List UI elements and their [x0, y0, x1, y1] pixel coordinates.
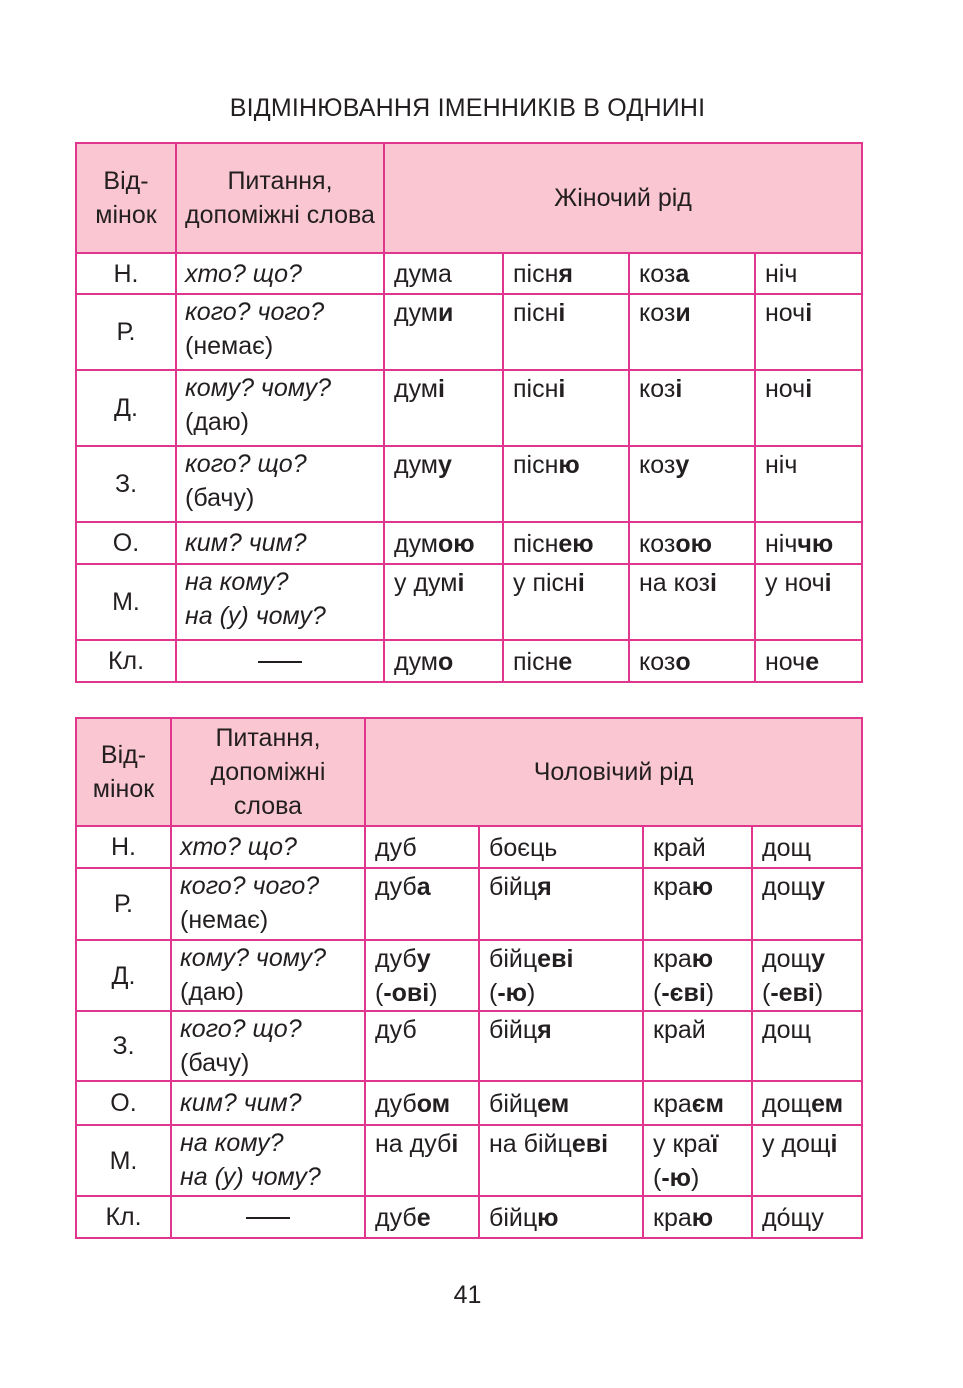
form-cell: [755, 446, 862, 522]
case-label: З.: [76, 446, 176, 522]
helper-word: (немає): [180, 906, 269, 934]
noun-form: дума: [394, 260, 452, 288]
question-cell: [176, 253, 384, 294]
question-cell: [176, 446, 384, 522]
form-cell: [752, 868, 862, 940]
noun-form: думою: [394, 529, 475, 558]
noun-form: дубе: [375, 1203, 431, 1232]
form-cell: [479, 940, 643, 1011]
form-cell: [384, 564, 503, 640]
form-cell: [384, 294, 503, 370]
noun-form: пісне: [513, 647, 573, 676]
noun-form: кози: [639, 299, 691, 327]
ending-variant: (-ю): [489, 979, 536, 1007]
form-cell: [479, 868, 643, 940]
case-label: Кл.: [76, 640, 176, 682]
noun-form: піснею: [513, 529, 594, 558]
noun-form: у краї: [653, 1130, 719, 1158]
page-title: ВІДМІНЮВАННЯ ІМЕННИКІВ В ОДНИНІ: [229, 94, 706, 122]
form-cell: [365, 1081, 479, 1125]
noun-form: край: [653, 833, 706, 862]
noun-form: краю: [653, 945, 714, 973]
noun-form: ніччю: [765, 529, 834, 558]
question-cell: [176, 640, 384, 682]
form-cell: [629, 446, 755, 522]
table-row: [76, 1081, 862, 1125]
case-label: Д.: [76, 940, 171, 1011]
header-questions: Питання, допоміжні слова: [171, 718, 365, 826]
question-cell: [171, 1011, 365, 1081]
noun-form: край: [653, 1016, 706, 1044]
question-cell: [176, 370, 384, 446]
noun-form: пісню: [513, 451, 580, 479]
noun-form: козою: [639, 529, 712, 558]
question-cell: [176, 564, 384, 640]
noun-form: думі: [394, 375, 445, 403]
form-cell: [755, 640, 862, 682]
question-text: кого? що?: [185, 450, 307, 478]
noun-form: дуб: [375, 833, 417, 862]
noun-form: бійцю: [489, 1203, 559, 1232]
form-cell: [503, 522, 629, 564]
form-cell: [479, 1011, 643, 1081]
question-text: на (у) чому?: [180, 1163, 321, 1191]
form-cell: [384, 253, 503, 294]
noun-form: коза: [639, 260, 690, 288]
form-cell: [503, 294, 629, 370]
form-cell: [503, 253, 629, 294]
noun-form: на бійцеві: [489, 1130, 609, 1158]
noun-form: на козі: [639, 569, 717, 597]
case-label: М.: [76, 564, 176, 640]
noun-form: козі: [639, 375, 683, 403]
noun-form: пісня: [513, 260, 573, 288]
header-gender: Чоловічий рід: [365, 718, 862, 826]
table-row: [76, 826, 862, 868]
form-cell: [384, 522, 503, 564]
case-label: О.: [76, 1081, 171, 1125]
noun-form: дощем: [762, 1089, 844, 1118]
form-cell: [365, 1125, 479, 1196]
ending-variant: (-ю): [653, 1164, 700, 1192]
form-cell: [752, 1011, 862, 1081]
form-cell: [755, 522, 862, 564]
form-cell: [643, 1081, 752, 1125]
noun-form: дощу: [762, 873, 825, 901]
form-cell: [384, 446, 503, 522]
dash-mark: [258, 661, 302, 663]
helper-word: (бачу): [185, 484, 255, 512]
form-cell: [479, 1196, 643, 1238]
form-cell: [365, 1196, 479, 1238]
table-row: [76, 446, 862, 522]
question-text: на кому?: [185, 568, 289, 596]
case-label: Кл.: [76, 1196, 171, 1238]
noun-form: дуб: [375, 1016, 417, 1044]
noun-form: думо: [394, 647, 454, 676]
noun-form: козу: [639, 451, 690, 479]
noun-form: бійцем: [489, 1089, 570, 1118]
form-cell: [503, 640, 629, 682]
question-cell: [171, 1081, 365, 1125]
table-row: [76, 253, 862, 294]
case-label: О.: [76, 522, 176, 564]
noun-form: бійцеві: [489, 945, 574, 973]
table-row: [76, 1196, 862, 1238]
form-cell: [755, 370, 862, 446]
noun-form: пісні: [513, 375, 566, 403]
form-cell: [643, 1011, 752, 1081]
table-row: [76, 940, 862, 1011]
form-cell: [503, 564, 629, 640]
form-cell: [643, 868, 752, 940]
helper-word: (даю): [185, 408, 249, 436]
noun-form: у ночі: [765, 569, 832, 597]
form-cell: [629, 253, 755, 294]
noun-form: думу: [394, 451, 452, 479]
question-text: кого? чого?: [180, 872, 320, 900]
case-label: Н.: [76, 826, 171, 868]
question-cell: [171, 1125, 365, 1196]
form-cell: [755, 294, 862, 370]
helper-word: (бачу): [180, 1049, 250, 1077]
form-cell: [752, 1125, 862, 1196]
noun-form: краю: [653, 873, 714, 901]
form-cell: [755, 253, 862, 294]
noun-form: до́щу: [762, 1203, 824, 1232]
question-text: кого? чого?: [185, 298, 325, 326]
question-text: ким? чим?: [185, 529, 307, 557]
noun-form: у дощі: [762, 1130, 838, 1158]
noun-form: бійця: [489, 873, 552, 901]
noun-form: краю: [653, 1203, 714, 1232]
noun-form: боєць: [489, 833, 558, 862]
case-label: Р.: [76, 868, 171, 940]
question-cell: [171, 826, 365, 868]
noun-form: у думі: [394, 569, 465, 597]
noun-form: дощу: [762, 945, 825, 973]
question-text: хто? що?: [180, 833, 297, 861]
helper-word: (даю): [180, 978, 244, 1006]
ending-variant: (-єві): [653, 979, 715, 1007]
form-cell: [752, 826, 862, 868]
form-cell: [629, 370, 755, 446]
question-text: на кому?: [180, 1129, 284, 1157]
noun-form: пісні: [513, 299, 566, 327]
form-cell: [503, 370, 629, 446]
table-row: [76, 370, 862, 446]
case-label: М.: [76, 1125, 171, 1196]
form-cell: [365, 868, 479, 940]
form-cell: [384, 370, 503, 446]
question-text: кому? чому?: [185, 374, 332, 402]
table-row: [76, 1011, 862, 1081]
question-cell: [171, 868, 365, 940]
form-cell: [479, 1125, 643, 1196]
header-case: Від- мінок: [76, 143, 176, 253]
case-label: З.: [76, 1011, 171, 1081]
form-cell: [629, 640, 755, 682]
form-cell: [752, 1196, 862, 1238]
feminine-declension-table: [75, 142, 863, 683]
question-text: на (у) чому?: [185, 602, 326, 630]
question-text: кого? що?: [180, 1015, 302, 1043]
noun-form: на дубі: [375, 1130, 459, 1158]
question-cell: [176, 522, 384, 564]
noun-form: у пісні: [513, 569, 585, 597]
noun-form: дощ: [762, 833, 812, 862]
form-cell: [365, 940, 479, 1011]
noun-form: ноче: [765, 647, 820, 676]
question-text: хто? що?: [185, 259, 302, 288]
question-cell: [171, 1196, 365, 1238]
noun-form: дубом: [375, 1089, 451, 1118]
header-gender: Жіночий рід: [384, 143, 862, 253]
table-row: [76, 522, 862, 564]
question-text: ким? чим?: [180, 1089, 302, 1117]
form-cell: [752, 1081, 862, 1125]
form-cell: [365, 826, 479, 868]
form-cell: [479, 1081, 643, 1125]
masculine-declension-table: [75, 717, 863, 1239]
case-label: Д.: [76, 370, 176, 446]
table-row: [76, 294, 862, 370]
table-row: [76, 640, 862, 682]
header-questions: Питання, допоміжні слова: [176, 143, 384, 253]
noun-form: дубу: [375, 945, 431, 973]
page-number: 41: [453, 1281, 482, 1309]
form-cell: [629, 564, 755, 640]
question-cell: [176, 294, 384, 370]
form-cell: [629, 522, 755, 564]
noun-form: козо: [639, 647, 691, 676]
header-case: Від- мінок: [76, 718, 171, 826]
table-row: [76, 564, 862, 640]
ending-variant: (-еві): [762, 979, 824, 1007]
noun-form: дуба: [375, 873, 431, 901]
form-cell: [752, 940, 862, 1011]
form-cell: [384, 640, 503, 682]
noun-form: думи: [394, 299, 454, 327]
form-cell: [643, 1196, 752, 1238]
form-cell: [755, 564, 862, 640]
case-label: Р.: [76, 294, 176, 370]
noun-form: ночі: [765, 375, 813, 403]
form-cell: [503, 446, 629, 522]
form-cell: [479, 826, 643, 868]
question-text: кому? чому?: [180, 944, 327, 972]
case-label: Н.: [76, 253, 176, 294]
helper-word: (немає): [185, 332, 274, 360]
question-cell: [171, 940, 365, 1011]
noun-form: ніч: [765, 260, 798, 288]
noun-form: ночі: [765, 299, 813, 327]
form-cell: [643, 826, 752, 868]
noun-form: ніч: [765, 451, 798, 479]
ending-variant: (-ові): [375, 979, 438, 1007]
form-cell: [643, 940, 752, 1011]
form-cell: [365, 1011, 479, 1081]
form-cell: [643, 1125, 752, 1196]
form-cell: [629, 294, 755, 370]
noun-form: бійця: [489, 1016, 552, 1044]
noun-form: дощ: [762, 1016, 812, 1044]
noun-form: краєм: [653, 1089, 725, 1118]
table-row: [76, 1125, 862, 1196]
dash-mark: [246, 1217, 290, 1219]
table-row: [76, 868, 862, 940]
